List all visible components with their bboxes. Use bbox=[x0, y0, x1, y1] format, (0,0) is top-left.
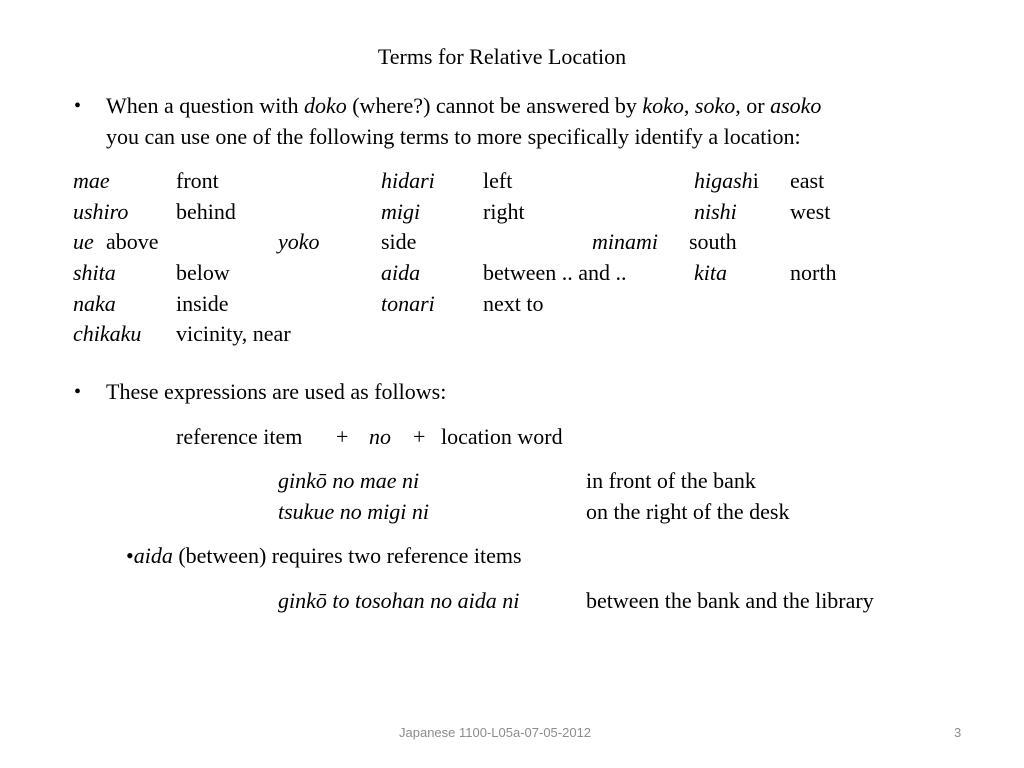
vocab-term-higashi-plain: i bbox=[752, 168, 759, 193]
aida-note-bullet: • bbox=[126, 543, 134, 568]
vocab-meaning-inside: inside bbox=[176, 291, 229, 316]
vocab-meaning-next-to: next to bbox=[483, 291, 544, 316]
intro-bullet: • bbox=[74, 95, 82, 117]
vocab-term-mae: mae bbox=[73, 168, 110, 193]
aida-note-text: (between) requires two reference items bbox=[172, 543, 522, 568]
aida-example-japanese: ginkō to tosohan no aida ni bbox=[278, 588, 520, 613]
vocab-term-kita: kita bbox=[694, 260, 727, 285]
vocab-meaning-side: side bbox=[381, 229, 417, 254]
formula-location-word: location word bbox=[441, 424, 563, 449]
intro-text-a: When a question with bbox=[106, 93, 304, 118]
aida-example-english: between the bank and the library bbox=[586, 588, 874, 613]
formula-reference-item: reference item bbox=[176, 424, 303, 449]
vocab-meaning-north: north bbox=[790, 260, 837, 285]
vocab-meaning-above: above bbox=[106, 229, 159, 254]
example-japanese-1: ginkō no mae ni bbox=[278, 468, 420, 493]
term-koko: koko bbox=[642, 93, 684, 118]
vocab-meaning-west: west bbox=[790, 199, 831, 224]
vocab-term-ushiro: ushiro bbox=[73, 199, 129, 224]
intro-text-d: , or bbox=[735, 93, 771, 118]
vocab-meaning-vicinity: vicinity, near bbox=[176, 321, 291, 346]
term-doko: doko bbox=[303, 93, 347, 118]
example-english-1: in front of the bank bbox=[586, 468, 756, 493]
usage-heading: These expressions are used as follows: bbox=[106, 379, 447, 404]
aida-note-term: aida bbox=[133, 543, 173, 568]
vocab-term-yoko: yoko bbox=[278, 229, 320, 254]
formula-no: no bbox=[369, 424, 391, 449]
vocab-meaning-south: south bbox=[689, 229, 737, 254]
intro-line-1 bbox=[106, 93, 821, 119]
vocab-meaning-left: left bbox=[483, 168, 513, 193]
aida-note bbox=[126, 543, 522, 569]
intro-line-2: you can use one of the following terms to more specifically identify a location: bbox=[106, 124, 801, 149]
slide-title: Terms for Relative Location bbox=[377, 44, 627, 69]
vocab-term-migi: migi bbox=[381, 199, 421, 224]
vocab-term-naka: naka bbox=[73, 291, 116, 316]
vocab-meaning-front: front bbox=[176, 168, 219, 193]
vocab-term-minami: minami bbox=[592, 229, 658, 254]
page-number: 3 bbox=[954, 725, 962, 740]
vocab-term-aida: aida bbox=[381, 260, 421, 285]
vocab-meaning-below: below bbox=[176, 260, 230, 285]
footer-label: Japanese 1100-L05a-07-05-2012 bbox=[399, 725, 592, 740]
formula-plus-1: + bbox=[336, 424, 349, 449]
intro-text-b: (where?) cannot be answered by bbox=[346, 93, 643, 118]
term-asoko: asoko bbox=[770, 93, 822, 118]
vocab-term-higashi bbox=[694, 168, 759, 194]
vocab-term-tonari: tonari bbox=[381, 291, 435, 316]
formula-plus-2: + bbox=[413, 424, 426, 449]
vocab-term-chikaku: chikaku bbox=[73, 321, 142, 346]
vocab-meaning-behind: behind bbox=[176, 199, 236, 224]
term-soko: soko bbox=[694, 93, 736, 118]
vocab-term-higashi-italic: higash bbox=[694, 168, 753, 193]
vocab-term-shita: shita bbox=[73, 260, 116, 285]
vocab-meaning-right: right bbox=[483, 199, 525, 224]
example-english-2: on the right of the desk bbox=[586, 499, 790, 524]
usage-bullet: • bbox=[74, 381, 82, 403]
vocab-term-nishi: nishi bbox=[694, 199, 737, 224]
vocab-meaning-between: between .. and .. bbox=[483, 260, 627, 285]
vocab-term-hidari: hidari bbox=[381, 168, 435, 193]
vocab-term-ue: ue bbox=[73, 229, 94, 254]
example-japanese-2: tsukue no migi ni bbox=[278, 499, 429, 524]
intro-text-c: , bbox=[683, 93, 695, 118]
vocab-meaning-east: east bbox=[790, 168, 825, 193]
